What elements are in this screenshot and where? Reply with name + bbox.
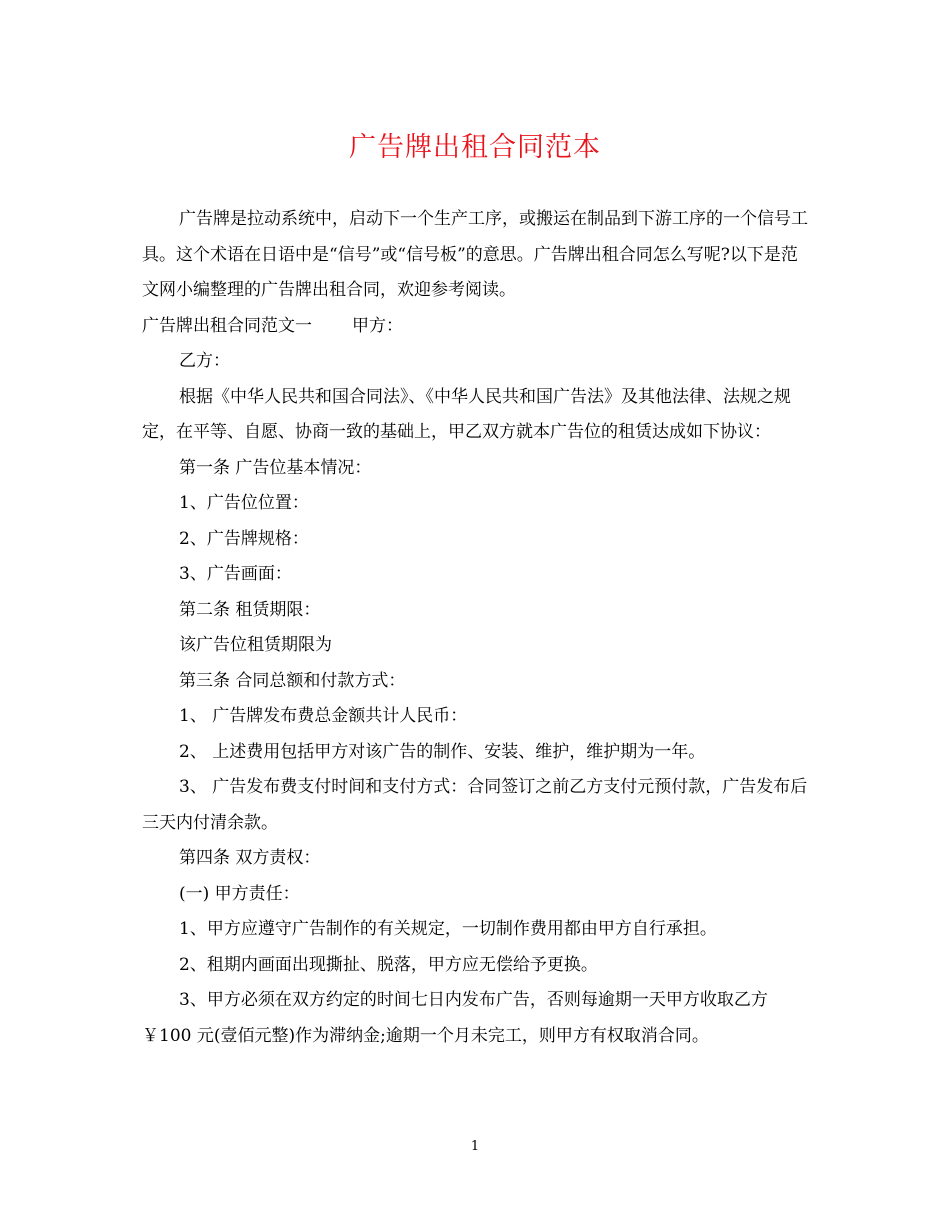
document-body [142,202,812,1054]
article-1-heading: 第一条 广告位基本情况： [179,457,372,478]
article-1-item-2: 2、广告牌规格： [179,528,309,549]
article-3-item-3: 3、 广告发布费支付时间和支付方式：合同签订之前乙方支付元预付款，广告发布后三天内付清余款。 [142,777,808,833]
article-3-item-1: 1、 广告牌发布费总金额共计人民币： [179,706,468,726]
party-a-label: 甲方： [352,315,403,336]
document-title: 广告牌出租合同范本 [349,132,601,163]
sample-heading: 广告牌出租合同范文一 [142,315,312,336]
intro-paragraph: 广告牌是拉动系统中，启动下一个生产工序，或搬运在制品到下游工序的一个信号工具。这个术语在日语中是“信号”或“信号板”的意思。广告牌出租合同怎么写呢?以下是范文网小编整理的广告牌出租合同，欢迎参考阅读。 [142,209,808,300]
article-3-heading: 第三条 合同总额和付款方式： [179,670,406,691]
article-2-heading: 第二条 租赁期限： [179,599,321,620]
page-number: 1 [470,1139,480,1154]
article-4-heading: 第四条 双方责权： [179,848,321,868]
sample-heading-line [142,309,812,345]
article-3-item-2: 2、 上述费用包括甲方对该广告的制作、安装、维护，维护期为一年。 [179,741,706,762]
article-1-item-3: 3、广告画面： [179,564,292,584]
preamble-paragraph: 根据《中华人民共和国合同法》、《中华人民共和国广告法》及其他法律、法规之规定，在平等、自愿、协商一致的基础上，甲乙双方就本广告位的租赁达成如下协议： [142,386,791,442]
article-4-item-3: 3、甲方必须在双方约定的时间七日内发布广告，否则每逾期一天甲方收取乙方￥100 元(壹佰元整)作为滞纳金;逾期一个月未完工，则甲方有权取消合同。 [142,990,768,1046]
article-1-item-1: 1、广告位位置： [179,493,309,513]
article-4-item-1: 1、甲方应遵守广告制作的有关规定，一切制作费用都由甲方自行承担。 [179,919,717,939]
article-2-text: 该广告位租赁期限为 [179,635,332,655]
party-b-label: 乙方： [179,351,230,371]
article-4-subheading-1: (一) 甲方责任： [179,883,300,904]
article-4-item-2: 2、租期内画面出现撕扯、脱落，甲方应无偿给予更换。 [179,954,598,975]
